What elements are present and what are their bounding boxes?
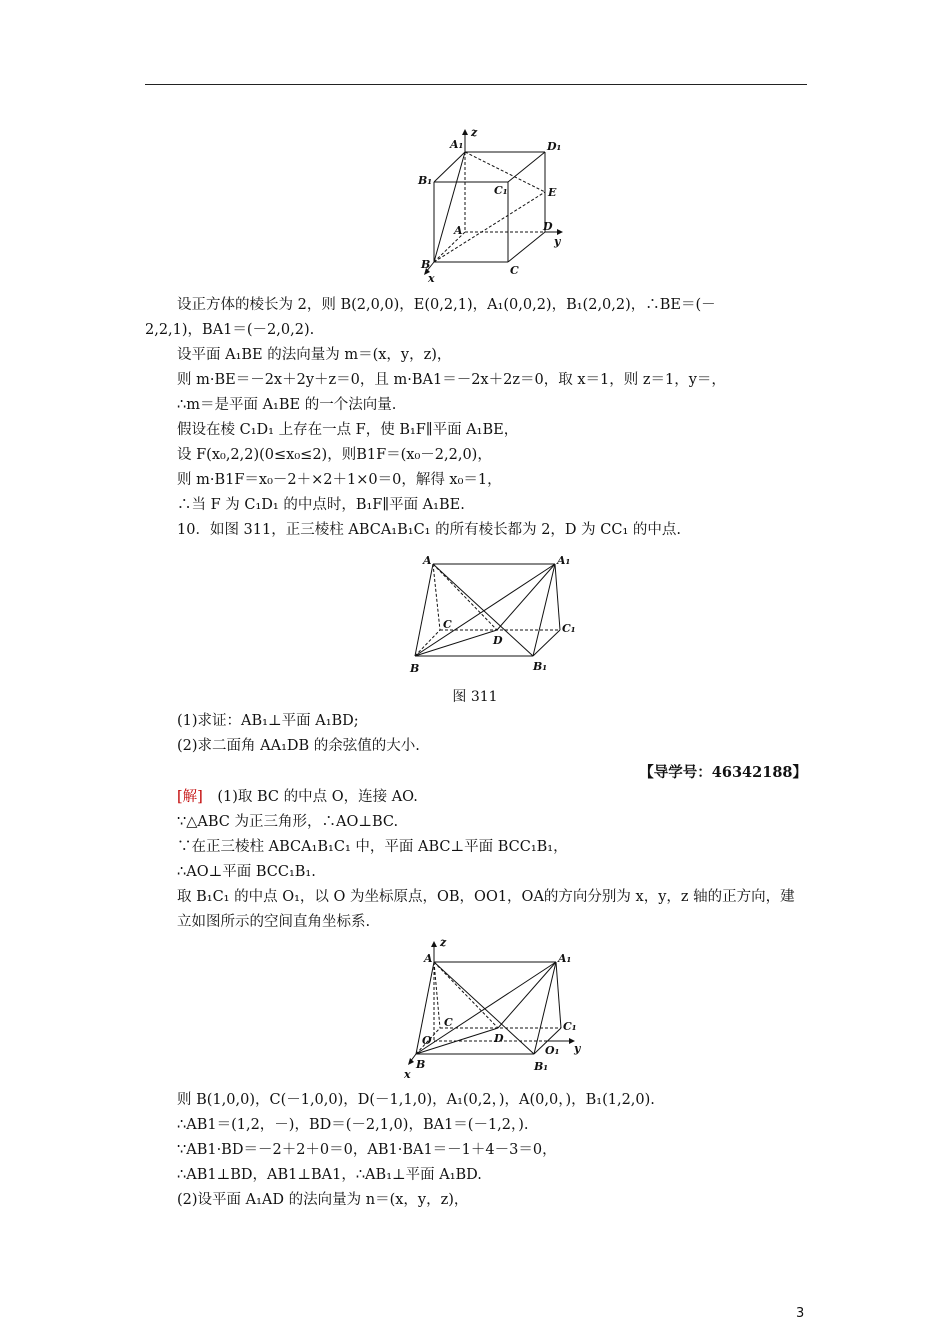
fig1-label-d: D (543, 220, 553, 233)
fig2-label-d: D (493, 634, 503, 647)
text-line: ∴m＝是平面 A₁BE 的一个法向量. (177, 397, 397, 413)
fig3-label-z: z (440, 936, 447, 949)
fig2-label-a: A (423, 554, 432, 567)
fig2-label-b1: B₁ (533, 660, 548, 673)
fig2-label-c1: C₁ (562, 622, 576, 635)
text-line: 则 m·B1F＝x₀－2＋×2＋1×0＝0，解得 x₀＝1， (177, 472, 502, 488)
text-line: ∴当 F 为 C₁D₁ 的中点时，B₁F∥平面 A₁BE. (177, 497, 465, 513)
text-block-1 (145, 293, 807, 543)
fig3-label-a: A (424, 952, 433, 965)
solution-line: ∵在正三棱柱 ABCA₁B₁C₁ 中，平面 ABC⊥平面 BCC₁B₁， (177, 839, 568, 855)
fig3-label-b: B (416, 1058, 426, 1071)
text-line: ∴AB1⊥BD，AB1⊥BA1，∴AB₁⊥平面 A₁BD. (177, 1167, 482, 1183)
page-number: 3 (796, 1306, 805, 1321)
text-line: 2,2,1)，BA1＝(－2,0,2). (145, 322, 315, 338)
fig1-label-z: z (471, 126, 478, 139)
question-block (145, 709, 807, 759)
text-line: ∵AB1·BD＝－2＋2＋0＝0，AB1·BA1＝－1＋4－3＝0， (177, 1142, 557, 1158)
fig3-label-o: O (422, 1034, 432, 1047)
header-rule (145, 84, 807, 85)
fig1-label-d1: D₁ (547, 140, 562, 153)
question-1: (1)求证：AB₁⊥平面 A₁BD; (177, 713, 359, 729)
text-line: 假设在棱 C₁D₁ 上存在一点 F，使 B₁F∥平面 A₁BE， (177, 422, 519, 438)
text-line: ∴AB1＝(1,2，－)，BD＝(－2,1,0)，BA1＝(－1,2，). (177, 1117, 529, 1133)
coordinate-paragraph: 取 B₁C₁ 的中点 O₁，以 O 为坐标原点，OB，OO1，OA的方向分别为 x，y，z 轴的正方向，建立如图所示的空间直角坐标系. (177, 889, 795, 930)
fig2-label-b: B (410, 662, 420, 675)
text-line: 设正方体的棱长为 2，则 B(2,0,0)，E(0,2,1)，A₁(0,0,2)，B₁(2,0,2)，∴BE＝(－ (177, 297, 716, 313)
text-block-2 (145, 1088, 807, 1213)
question-2: (2)求二面角 AA₁DB 的余弦值的大小. (177, 738, 420, 754)
fig1-label-e: E (548, 186, 557, 199)
text-line: 设平面 A₁BE 的法向量为 m＝(x，y，z)， (177, 347, 452, 363)
fig1-label-y: y (554, 235, 561, 248)
fig3-label-x: x (404, 1068, 411, 1081)
solution-line: ∴AO⊥平面 BCC₁B₁. (177, 864, 316, 880)
prism-figure (405, 548, 585, 680)
solution-line: ∵△ABC 为正三角形，∴AO⊥BC. (177, 814, 399, 830)
solution-tag: [解] (177, 789, 203, 805)
fig3-label-c1: C₁ (563, 1020, 577, 1033)
fig1-label-a1: A₁ (450, 138, 464, 151)
fig1-label-b1: B₁ (418, 174, 433, 187)
guide-number: 【导学号：46342188】 (639, 764, 807, 781)
fig3-label-o1: O₁ (545, 1044, 560, 1057)
solution-text: (1)取 BC 的中点 O，连接 AO. (217, 789, 418, 805)
fig1-label-a: A (454, 224, 463, 237)
fig3-label-b1: B₁ (534, 1060, 549, 1073)
fig3-label-a1: A₁ (558, 952, 572, 965)
solution-line-1 (145, 785, 807, 810)
fig2-label-c: C (443, 618, 452, 631)
text-line: 设 F(x₀,2,2)(0≤x₀≤2)，则B1F＝(x₀－2,2,0)， (177, 447, 492, 463)
text-line: (2)设平面 A₁AD 的法向量为 n＝(x，y，z)， (177, 1192, 469, 1208)
figure-caption: 图 311 (452, 689, 498, 705)
problem-statement: 10．如图 311，正三棱柱 ABCA₁B₁C₁ 的所有棱长都为 2，D 为 CC₁ 的中点. (177, 522, 682, 538)
fig1-label-b: B (421, 258, 431, 271)
fig1-label-x: x (428, 272, 435, 285)
fig2-label-a1: A₁ (557, 554, 571, 567)
cube-figure (410, 122, 570, 286)
fig3-label-y: y (574, 1042, 581, 1055)
fig1-label-c: C (510, 264, 519, 277)
text-line: 则 m·BE＝－2x＋2y＋z＝0，且 m·BA1＝－2x＋2z＝0，取 x＝1，则 z＝1，y＝， (177, 372, 726, 388)
solution-block (145, 785, 807, 935)
fig1-label-c1: C₁ (494, 184, 508, 197)
fig3-label-d: D (494, 1032, 504, 1045)
prism-axes-figure (400, 934, 590, 1084)
text-line: 则 B(1,0,0)，C(－1,0,0)，D(－1,1,0)，A₁(0,2，)，A(0,0，)，B₁(1,2,0). (177, 1092, 655, 1108)
fig3-label-c: C (444, 1016, 453, 1029)
